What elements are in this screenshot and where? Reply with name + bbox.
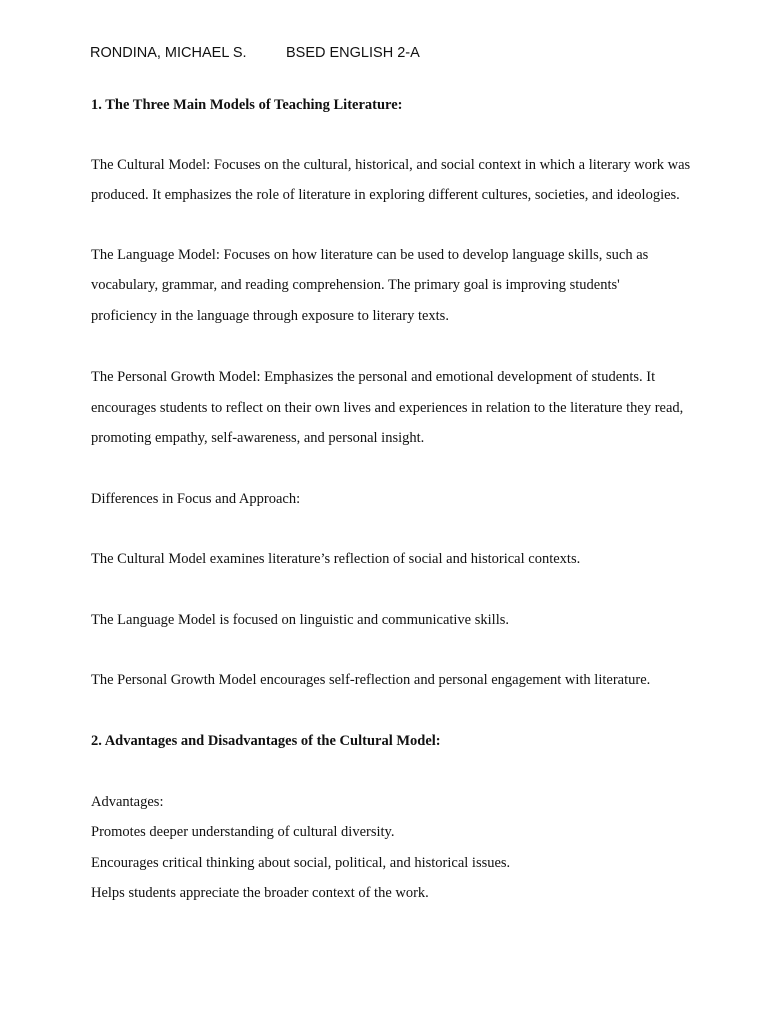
section-2-heading: 2. Advantages and Disadvantages of the Cultural Model:	[91, 733, 441, 749]
language-model-line-1: The Language Model: Focuses on how literature can be used to develop language skills, such as	[91, 247, 649, 263]
student-name: RONDINA, MICHAEL S.	[90, 45, 247, 61]
section-1-heading: 1. The Three Main Models of Teaching Literature:	[91, 97, 403, 113]
language-model-line-3: proficiency in the language through exposure to literary texts.	[91, 308, 449, 324]
personal-growth-model-line-3: promoting empathy, self-awareness, and personal insight.	[91, 430, 425, 446]
advantage-item: Helps students appreciate the broader context of the work.	[91, 885, 429, 901]
difference-cultural: The Cultural Model examines literature’s reflection of social and historical contexts.	[91, 551, 581, 567]
personal-growth-model-line-2: encourages students to reflect on their own lives and experiences in relation to the literature they read,	[91, 400, 684, 416]
difference-personal-growth: The Personal Growth Model encourages self-reflection and personal engagement with literature.	[91, 672, 651, 688]
advantage-item: Promotes deeper understanding of cultural diversity.	[91, 824, 395, 840]
advantage-item: Encourages critical thinking about social, political, and historical issues.	[91, 855, 511, 871]
cultural-model-line-1: The Cultural Model: Focuses on the cultural, historical, and social context in which a literary work was	[91, 157, 691, 173]
difference-language: The Language Model is focused on linguistic and communicative skills.	[91, 612, 509, 628]
language-model-line-2: vocabulary, grammar, and reading comprehension. The primary goal is improving students'	[91, 277, 620, 293]
cultural-model-line-2: produced. It emphasizes the role of literature in exploring different cultures, societies, and ideologies.	[91, 187, 680, 203]
personal-growth-model-line-1: The Personal Growth Model: Emphasizes the personal and emotional development of students. It	[91, 369, 656, 385]
advantages-label: Advantages:	[91, 794, 164, 810]
course-section: BSED ENGLISH 2-A	[286, 45, 420, 61]
differences-heading: Differences in Focus and Approach:	[91, 491, 301, 507]
